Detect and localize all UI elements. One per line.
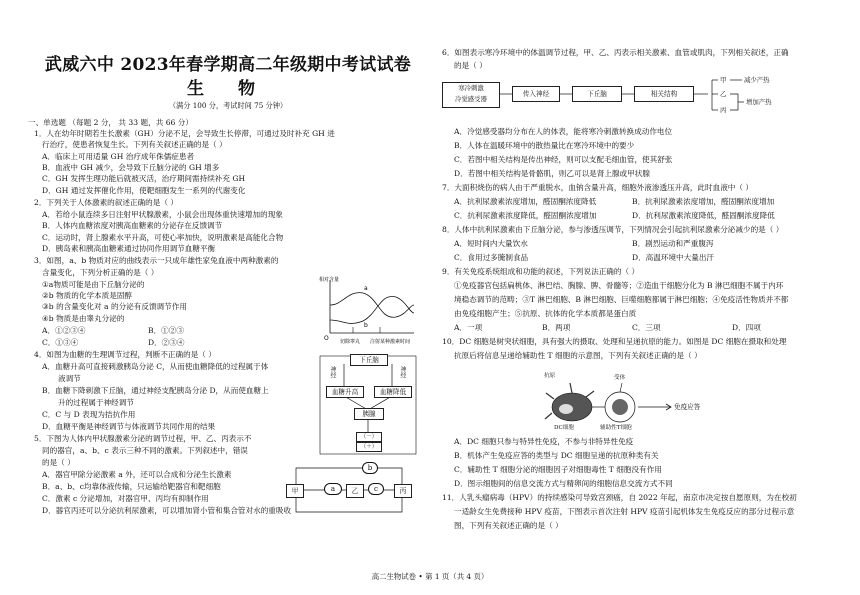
right-line: D．高温环境中大量出汗 bbox=[632, 253, 715, 262]
right-line: A．DC 细胞只参与特异性免疫，不参与非特异性免疫 bbox=[454, 437, 634, 446]
left-line: C．C 与 D 表现为拮抗作用 bbox=[42, 410, 136, 419]
right-line: C．辅助性 T 细胞分泌的细胞因子对细胞毒性 T 细胞没有作用 bbox=[454, 465, 662, 474]
left-line: B．①②③ bbox=[148, 326, 184, 335]
left-line: 行治疗，使患者恢复生长。下列有关叙述正确的是（ ） bbox=[42, 140, 227, 149]
right-line: B．人体在温暖环境中的散热量比在寒冷环境中的要少 bbox=[454, 141, 635, 150]
right-line: D．若图中相关结构是骨骼肌，则乙可以是肾上腺或甲状腺 bbox=[454, 169, 650, 178]
figure-4-blood-glucose bbox=[318, 352, 418, 457]
left-line: ①a物质可能是由下丘脑分泌的 bbox=[42, 280, 145, 289]
left-line: B．人体内血糖浓度对胰高血糖素的分泌存在反馈调节 bbox=[42, 221, 223, 230]
left-line: 4．如图为血糖的生理调节过程，判断不正确的是（ ） bbox=[34, 350, 216, 359]
fig5-bing: 丙 bbox=[394, 484, 412, 498]
fig3-ylabel: 相对含量 bbox=[319, 277, 340, 283]
fig10-receptor: 受体 bbox=[614, 375, 626, 381]
right-line: 抗原后将信息呈递给辅助性 T 细胞的示意图，下列有关叙述正确的是（ ） bbox=[454, 351, 702, 360]
fig3-b: b bbox=[364, 322, 368, 329]
fig6-receptor: 冷觉感受器 bbox=[455, 95, 487, 103]
right-line: B．机体产生免疫应答的类型与 DC 细胞呈递的抗原种类有关 bbox=[454, 451, 659, 460]
right-line: 图，下列有关叙述正确的是（ ） bbox=[454, 521, 563, 530]
left-line: 液调节 bbox=[58, 374, 81, 383]
fig5-yi: 乙 bbox=[346, 484, 364, 498]
right-line: C．抗利尿激素浓度降低，醛固酮浓度增加 bbox=[454, 211, 597, 220]
fig6-yi: 乙 bbox=[720, 90, 727, 98]
figure-10-dc-cell bbox=[542, 373, 762, 435]
fig5-jia: 甲 bbox=[286, 484, 304, 498]
fig5-a: a bbox=[324, 483, 342, 495]
fig4-c: （－） bbox=[356, 432, 382, 442]
left-line: 2．下列关于人体激素的叙述正确的是（ ） bbox=[34, 198, 178, 207]
fig6-structure: 相关结构 bbox=[634, 86, 694, 102]
fig3-a: a bbox=[364, 285, 368, 292]
right-line: B．两项 bbox=[542, 323, 571, 332]
fig4-glucose-down: 血糖降低 bbox=[374, 386, 412, 398]
right-line: ①免疫器官包括扁桃体、淋巴结、胸腺、脾、骨髓等；②造血干细胞分化为 B 淋巴细胞不属于内环 bbox=[454, 281, 784, 290]
right-line: C．食用过多腌制食品 bbox=[454, 253, 529, 262]
right-line: 11．人乳头瘤病毒（HPV）的持续感染可导致宫颈癌，自 2022 年起，南京市决定按自愿原则，为在校初 bbox=[442, 493, 797, 502]
left-line: ④b 物质是由睾丸分泌的 bbox=[42, 314, 125, 323]
left-line: B．a、b、c均靠体液传输，只运输给靶器官和靶细胞 bbox=[42, 482, 221, 491]
fig4-d: （＋） bbox=[356, 442, 382, 452]
fig4-pancreas: 胰腺 bbox=[354, 408, 384, 420]
fig6-bing: 丙 bbox=[720, 106, 727, 114]
right-line: 8．人体中抗利尿激素由下丘脑分泌，参与渗透压调节，下列情况会引起抗利尿激素分泌减少的是（ ） bbox=[442, 225, 784, 234]
fig6-afferent: 传入神经 bbox=[512, 86, 560, 102]
right-line: 10．DC 细胞是树突状细胞，具有强大的摄取、处理和呈递抗原的能力。如图是 DC 细胞在摄取和处理 bbox=[442, 337, 787, 346]
left-line: A．血糖升高可直接刺激胰岛分泌 C，从而使血糖降低的过程属于体 bbox=[42, 362, 269, 371]
left-line: D．GH 通过发挥催化作用，使靶细胞发生一系列的代谢变化 bbox=[42, 186, 246, 195]
right-line: B．剧烈运动和严重腹泻 bbox=[632, 239, 714, 248]
right-line: 由免疫细胞产生；⑤抗原、抗体的化学本质都是蛋白质 bbox=[454, 309, 637, 318]
left-line: A．临床上可用适量 GH 治疗成年侏儒症患者 bbox=[42, 152, 195, 161]
right-line: 9．有关免疫系统组成和功能的叙述，下列说法正确的（ ） bbox=[442, 267, 640, 276]
fig3-x2: 注射某种激素 bbox=[370, 339, 401, 345]
left-line: B．血糖下降刺激下丘脑，通过神经支配胰岛分泌 D，从而使血糖上 bbox=[42, 386, 269, 395]
right-line: 境稳态调节的范畴；③T 淋巴细胞、B 淋巴细胞、巨噬细胞都属于淋巴细胞；④免疫活性物质并不都 bbox=[454, 295, 789, 304]
left-line: ③b 的含量变化对 a 的分泌有反馈调节作用 bbox=[42, 302, 187, 311]
exam-title: 武威六中 2023年春学期高二年级期中考试试卷 bbox=[44, 55, 412, 75]
exam-subject: 生 物 bbox=[187, 79, 269, 99]
left-line: 含量变化，下列分析正确的是（ ） bbox=[42, 268, 159, 277]
figure-6-thermoregulation bbox=[442, 72, 842, 124]
fig4-nerve-right: 神经 bbox=[399, 366, 406, 378]
fig3-x1: 切除睾丸 bbox=[340, 339, 361, 345]
right-line: A．抗利尿激素浓度增加，醛固酮浓度降低 bbox=[454, 197, 597, 206]
left-line: 升的过程属于神经调节 bbox=[58, 398, 134, 407]
right-line: 的是（ ） bbox=[454, 61, 487, 70]
left-line: 1．人在幼年时期若生长激素（GH）分泌不足，会导致生长停滞，可通过及时补充 GH 进 bbox=[34, 129, 335, 138]
fig6-stim: 寒冷刺激 bbox=[458, 84, 484, 92]
left-line: 5．下图为人体内甲状腺激素分泌的调节过程，甲、乙、丙表示不 bbox=[34, 434, 252, 443]
figure-3-hormone-curve bbox=[318, 275, 418, 350]
fig6-r1: 减少产热 bbox=[744, 76, 770, 84]
page-footer: 高二生物试卷 • 第 1 页（共 4 页） bbox=[371, 572, 489, 581]
left-line: D．胰岛素和胰高血糖素通过协同作用调节血糖平衡 bbox=[42, 244, 216, 253]
fig5-b: b bbox=[362, 462, 378, 474]
fig6-receptor-box bbox=[442, 82, 500, 108]
fig10-response: 免疫应答 bbox=[674, 403, 701, 411]
fig5-c: c bbox=[368, 483, 384, 495]
left-line: 一、单选题 （每题 2 分， 共 33 题，共 66 分） bbox=[28, 118, 193, 127]
left-line: ②b 物质的化学本质是固醇 bbox=[42, 291, 133, 300]
figure-5-thyroid-regulation bbox=[282, 462, 424, 518]
left-line: 3．如图，a、b 物质对应的曲线表示一只成年雄性家兔血液中两种激素的 bbox=[34, 256, 279, 265]
right-line: C．若图中相关结构是传出神经，则可以支配毛细血管，使其舒张 bbox=[454, 155, 673, 164]
left-line: D．器官丙还可以分泌抗利尿激素，可以增加肾小管和集合管对水的重吸收 bbox=[42, 506, 292, 515]
left-line: D．②③④ bbox=[148, 338, 185, 347]
left-line: C．激素 c 分泌增加，对器官甲、丙均有抑制作用 bbox=[42, 494, 209, 503]
left-line: D．血糖平衡是神经调节与体液调节共同作用的结果 bbox=[42, 422, 216, 431]
fig3-origin: O bbox=[324, 335, 329, 342]
fig6-hypothalamus: 下丘脑 bbox=[572, 86, 622, 102]
right-line: C．三项 bbox=[632, 323, 661, 332]
left-line: 的是（ ） bbox=[42, 458, 75, 467]
right-line: 一适龄女生免费接种 HPV 疫苗，下图表示首次注射 HPV 疫苗引起机体发生免疫反应的部分过程示意 bbox=[454, 507, 795, 516]
fig4-glucose-up: 血糖升高 bbox=[326, 386, 364, 398]
right-line: A．短时间内大量饮水 bbox=[454, 239, 528, 248]
right-line: A．冷觉感受器均分布在人的体表，能将寒冷刺激转换成动作电位 bbox=[454, 127, 673, 136]
fig6-r2: 增加产热 bbox=[746, 98, 772, 106]
left-line: C．运动时，肾上腺素水平升高，可使心率加快，说明激素是高能化合物 bbox=[42, 233, 284, 242]
right-line: 6．如图表示寒冷环境中的体温调节过程，甲、乙、丙表示相关激素、血管或肌肉，下列相关叙述，正确 bbox=[442, 48, 789, 57]
fig6-jia: 甲 bbox=[720, 76, 727, 84]
right-line: 7．大面积烧伤的病人由于严重脱水，血钠含量升高，细胞外液渗透压升高，此时血液中（ ） bbox=[442, 183, 753, 192]
right-line: B．抗利尿激素浓度增加，醛固酮浓度增加 bbox=[632, 197, 775, 206]
left-line: 同的器官，a、b、c 表示三种不同的激素。下列叙述中，错误 bbox=[42, 446, 248, 455]
left-line: B．血液中 GH 减少，会导致下丘脑分泌的 GH 增多 bbox=[42, 163, 220, 172]
fig3-t: 时间 bbox=[400, 339, 411, 345]
left-line: A．器官甲除分泌激素 a 外，还可以合成和分泌生长激素 bbox=[42, 470, 232, 479]
fig10-antigen: 抗原 bbox=[544, 373, 556, 379]
exam-note: （满分 100 分，考试时间 75 分钟） bbox=[168, 101, 288, 110]
right-line: D．抗利尿激素浓度降低，醛固酮浓度降低 bbox=[632, 211, 775, 220]
right-line: D．图示细胞间的信息交流方式与精卵间的细胞信息交流方式不同 bbox=[454, 479, 673, 488]
left-line: A．①②③④ bbox=[42, 326, 86, 335]
right-line: A．一项 bbox=[454, 323, 483, 332]
fig4-nerve-left: 神经 bbox=[329, 366, 336, 378]
fig10-dc: DC细胞 bbox=[554, 425, 574, 431]
left-line: C．GH 发挥生理功能后就被灭活，治疗期间需持续补充 GH bbox=[42, 174, 246, 183]
fig10-th: 辅助性T细胞 bbox=[600, 425, 632, 431]
fig4-hypothalamus: 下丘脑 bbox=[350, 354, 388, 366]
left-line: C．①③④ bbox=[42, 338, 79, 347]
left-line: A．若给小鼠连续多日注射甲状腺激素，小鼠会出现体重快速增加的现象 bbox=[42, 210, 283, 219]
right-line: D．四项 bbox=[732, 323, 761, 332]
